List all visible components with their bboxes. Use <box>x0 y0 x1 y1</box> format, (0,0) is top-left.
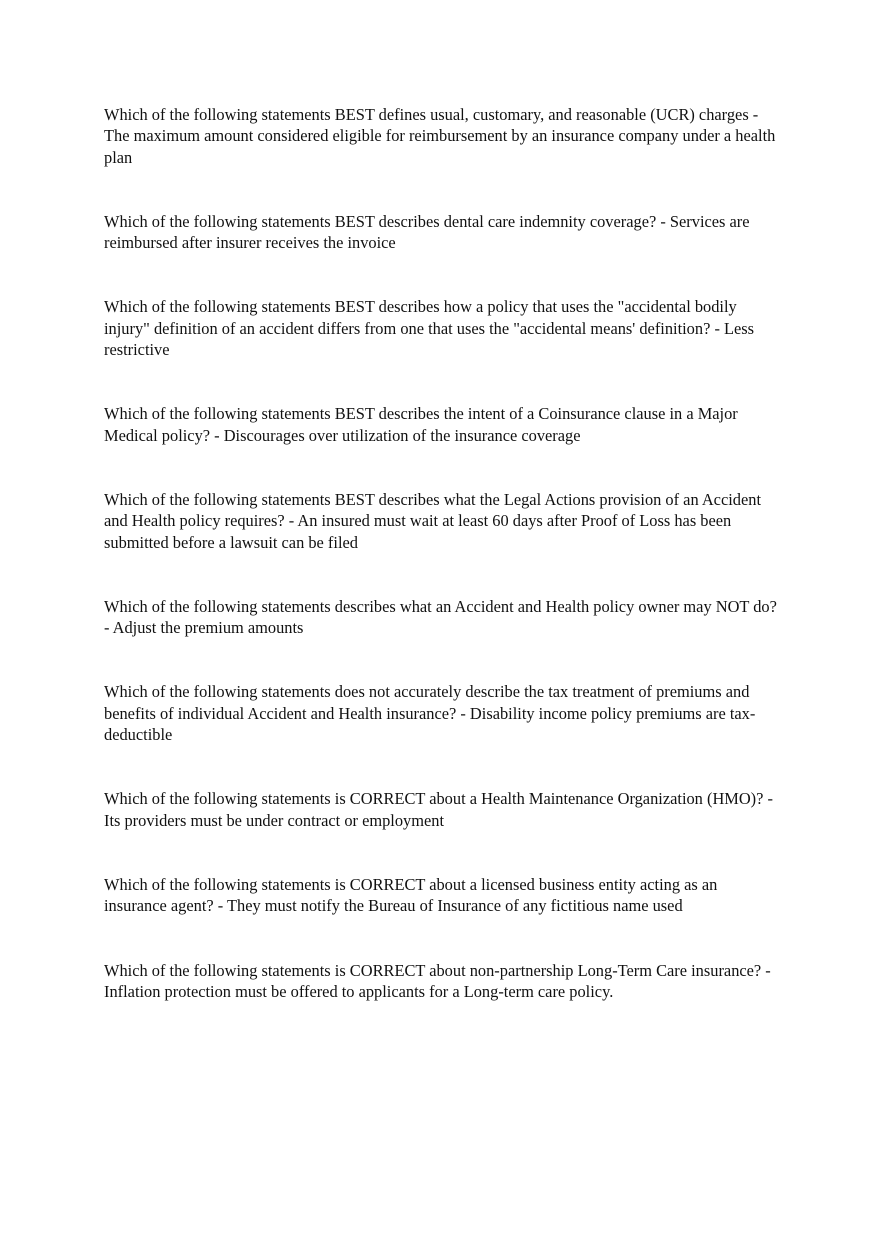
qa-item-legal-actions: Which of the following statements BEST describes what the Legal Actions provision of an Accident and Health policy requires? - An insured must wait at least 60 days after Proof of Loss has been submitted before a lawsuit can be filed <box>104 489 762 552</box>
qa-item-long-term-care: Which of the following statements is CORRECT about non-partnership Long-Term Care insurance? - Inflation protection must be offered to applicants for a Long-term care policy. <box>104 960 771 1001</box>
qa-item-coinsurance-clause: Which of the following statements BEST describes the intent of a Coinsurance clause in a Major Medical policy? - Discourages over utilization of the insurance coverage <box>104 404 738 445</box>
qa-item-hmo: Which of the following statements is CORRECT about a Health Maintenance Organization (HMO)? - Its providers must be under contract or employment <box>104 789 773 830</box>
qa-item-business-entity: Which of the following statements is CORRECT about a licensed business entity acting as an insurance agent? - They must notify the Bureau of Insurance of any fictitious name used <box>104 874 718 916</box>
qa-item-dental-indemnity: Which of the following statements BEST describes dental care indemnity coverage? - Services are reimbursed after insurer receives the invoice <box>104 211 750 253</box>
qa-item-ucr-charges: Which of the following statements BEST defines usual, customary, and reasonable (UCR) charges - The maximum amount considered eligible for reimbursement by an insurance company under a health plan <box>104 105 776 167</box>
qa-item-tax-treatment: Which of the following statements does not accurately describe the tax treatment of premiums and benefits of individual Accident and Health insurance? - Disability income policy premiums are tax-deductible <box>104 682 756 745</box>
qa-item-accidental-bodily-injury: Which of the following statements BEST describes how a policy that uses the "accidental bodily injury" definition of an accident differs from one that uses the "accidental means' definition? - Less restrictive <box>104 297 755 360</box>
qa-list <box>104 104 784 1045</box>
qa-item-policy-owner-restriction: Which of the following statements describes what an Accident and Health policy owner may NOT do? - Adjust the premium amounts <box>104 596 777 638</box>
